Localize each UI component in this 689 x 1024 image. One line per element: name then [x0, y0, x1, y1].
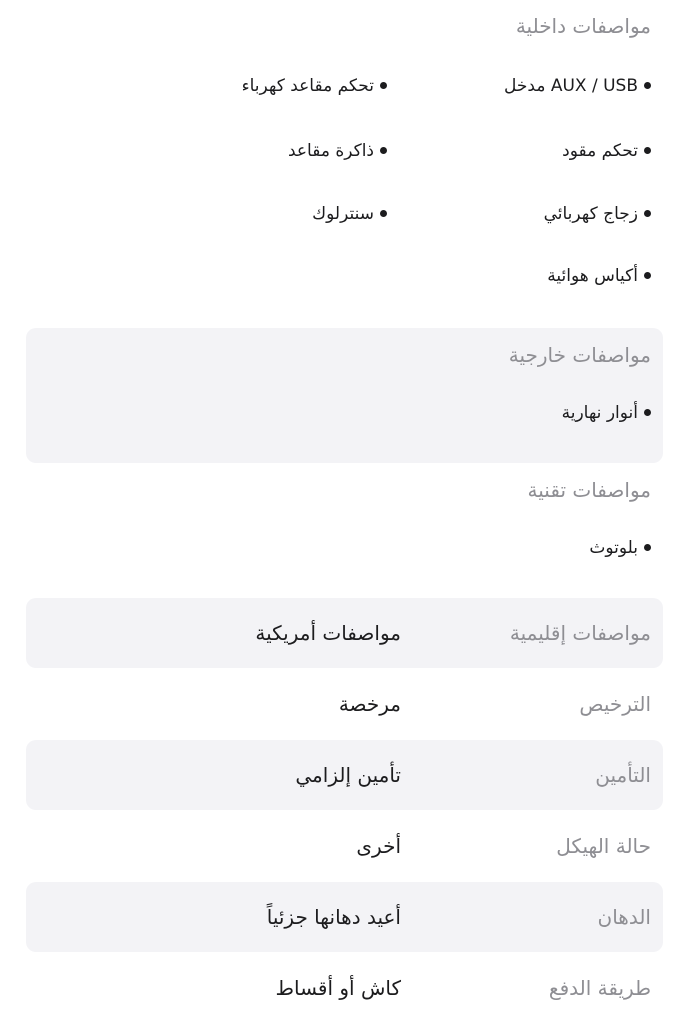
bullet-icon: [644, 82, 651, 89]
feature-item: [242, 76, 387, 96]
feature-item: [562, 141, 651, 161]
bullet-icon: [644, 210, 651, 217]
bullet-icon: [644, 272, 651, 279]
detail-row-insurance: [26, 740, 663, 810]
detail-row-paint: [26, 882, 663, 952]
exterior-features-section: [26, 328, 663, 463]
bullet-icon: [380, 147, 387, 154]
detail-label: الدهان: [597, 905, 651, 929]
detail-value: أخرى: [356, 834, 401, 858]
feature-label: أكياس هوائية: [547, 266, 638, 286]
detail-label: طريقة الدفع: [548, 976, 651, 1000]
detail-value: مواصفات أمريكية: [255, 621, 401, 645]
exterior-features-title: مواصفات خارجية: [508, 343, 651, 367]
feature-item: [312, 204, 387, 224]
feature-item: [504, 76, 651, 96]
interior-features-section: [26, 0, 663, 318]
bullet-icon: [644, 147, 651, 154]
feature-item: [547, 266, 651, 286]
detail-label: الترخيص: [579, 692, 651, 716]
bullet-icon: [380, 210, 387, 217]
feature-label: زجاج كهربائي: [543, 204, 638, 224]
detail-row-body-condition: [26, 811, 663, 881]
detail-label: التأمين: [595, 763, 651, 787]
feature-item: [288, 141, 387, 161]
bullet-icon: [644, 544, 651, 551]
feature-label: سنترلوك: [312, 204, 374, 224]
feature-label: ذاكرة مقاعد: [287, 141, 374, 161]
detail-row-payment-method: [26, 953, 663, 1023]
detail-value: مرخصة: [338, 692, 401, 716]
feature-label: AUX / USB مدخل: [504, 76, 638, 96]
bullet-icon: [644, 409, 651, 416]
feature-label: بلوتوث: [589, 538, 638, 558]
detail-label: مواصفات إقليمية: [509, 621, 651, 645]
feature-item: [562, 403, 651, 423]
detail-value: كاش أو أقساط: [275, 976, 401, 1000]
feature-item: [544, 204, 651, 224]
feature-item: [589, 538, 651, 558]
detail-row-license: [26, 669, 663, 739]
interior-features-title: مواصفات داخلية: [515, 14, 651, 38]
feature-label: تحكم مقاعد كهرباء: [241, 76, 374, 96]
feature-label: أنوار نهارية: [561, 403, 638, 423]
technical-features-title: مواصفات تقنية: [527, 478, 651, 502]
detail-value: تأمين إلزامي: [295, 763, 401, 787]
detail-label: حالة الهيكل: [556, 834, 651, 858]
detail-value: أعيد دهانها جزئياً: [266, 905, 401, 929]
bullet-icon: [380, 82, 387, 89]
technical-features-section: [26, 463, 663, 598]
detail-row-regional-specs: [26, 598, 663, 668]
feature-label: تحكم مقود: [562, 141, 638, 161]
